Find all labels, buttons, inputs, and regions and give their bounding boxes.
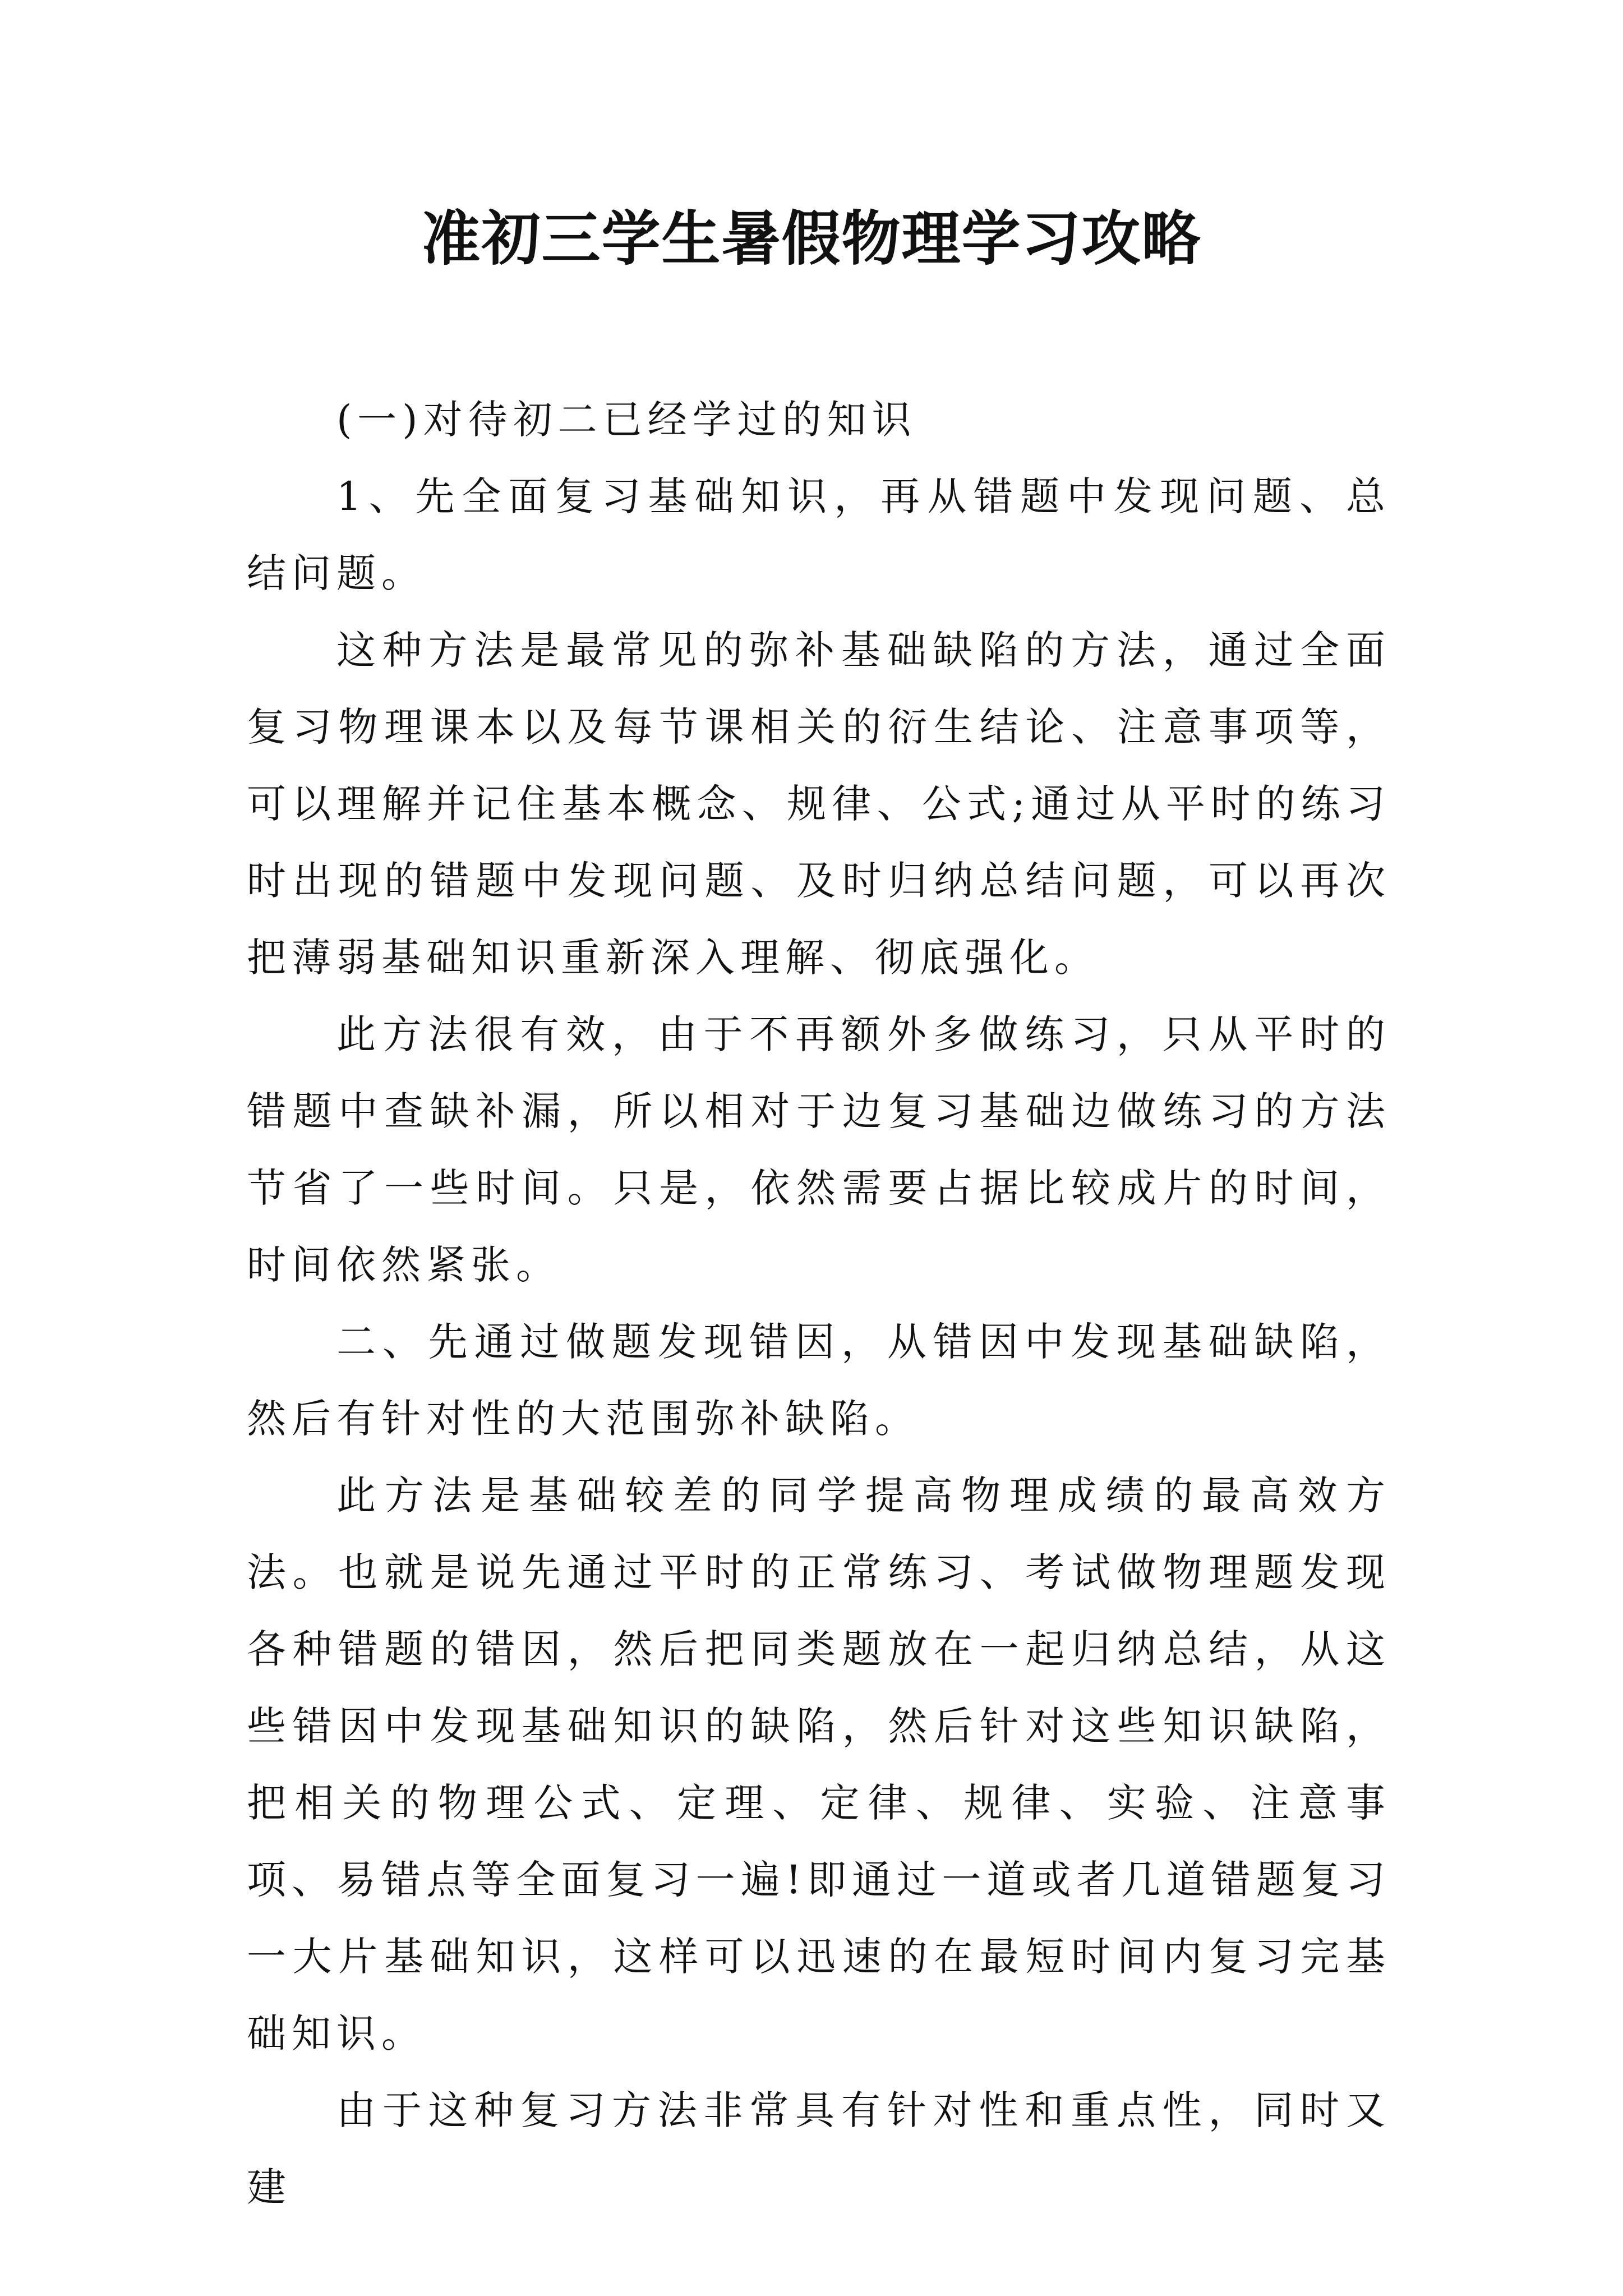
paragraph: 由于这种复习方法非常具有针对性和重点性，同时又建 xyxy=(247,2087,1391,2210)
document-body xyxy=(247,381,1391,2226)
paragraph: 此方法很有效，由于不再额外多做练习，只从平时的错题中查缺补漏，所以相对于边复习基础边做练习的方法节省了一些时间。只是，依然需要占据比较成片的时间，时间依然紧张。 xyxy=(247,1011,1391,1288)
document-title: 准初三学生暑假物理学习攻略 xyxy=(421,204,1202,273)
paragraph: 这种方法是最常见的弥补基础缺陷的方法，通过全面复习物理课本以及每节课相关的衍生结论、注意事项等，可以理解并记住基本概念、规律、公式;通过从平时的练习时出现的错题中发现问题、及时归纳总结问题，可以再次把薄弱基础知识重新深入理解、彻底强化。 xyxy=(247,627,1391,981)
paragraph: 1、先全面复习基础知识，再从错题中发现问题、总结问题。 xyxy=(247,473,1391,596)
paragraph: 此方法是基础较差的同学提高物理成绩的最高效方法。也就是说先通过平时的正常练习、考试做物理题发现各种错题的错因，然后把同类题放在一起归纳总结，从这些错因中发现基础知识的缺陷，然后针对这些知识缺陷，把相关的物理公式、定理、定律、规律、实验、注意事项、易错点等全面复习一遍!即通过一道或者几道错题复习一大片基础知识，这样可以迅速的在最短时间内复习完基础知识。 xyxy=(247,1473,1391,2056)
section-heading: (一)对待初二已经学过的知识 xyxy=(336,397,917,443)
paragraph: 二、先通过做题发现错因，从错因中发现基础缺陷，然后有针对性的大范围弥补缺陷。 xyxy=(247,1319,1391,1442)
